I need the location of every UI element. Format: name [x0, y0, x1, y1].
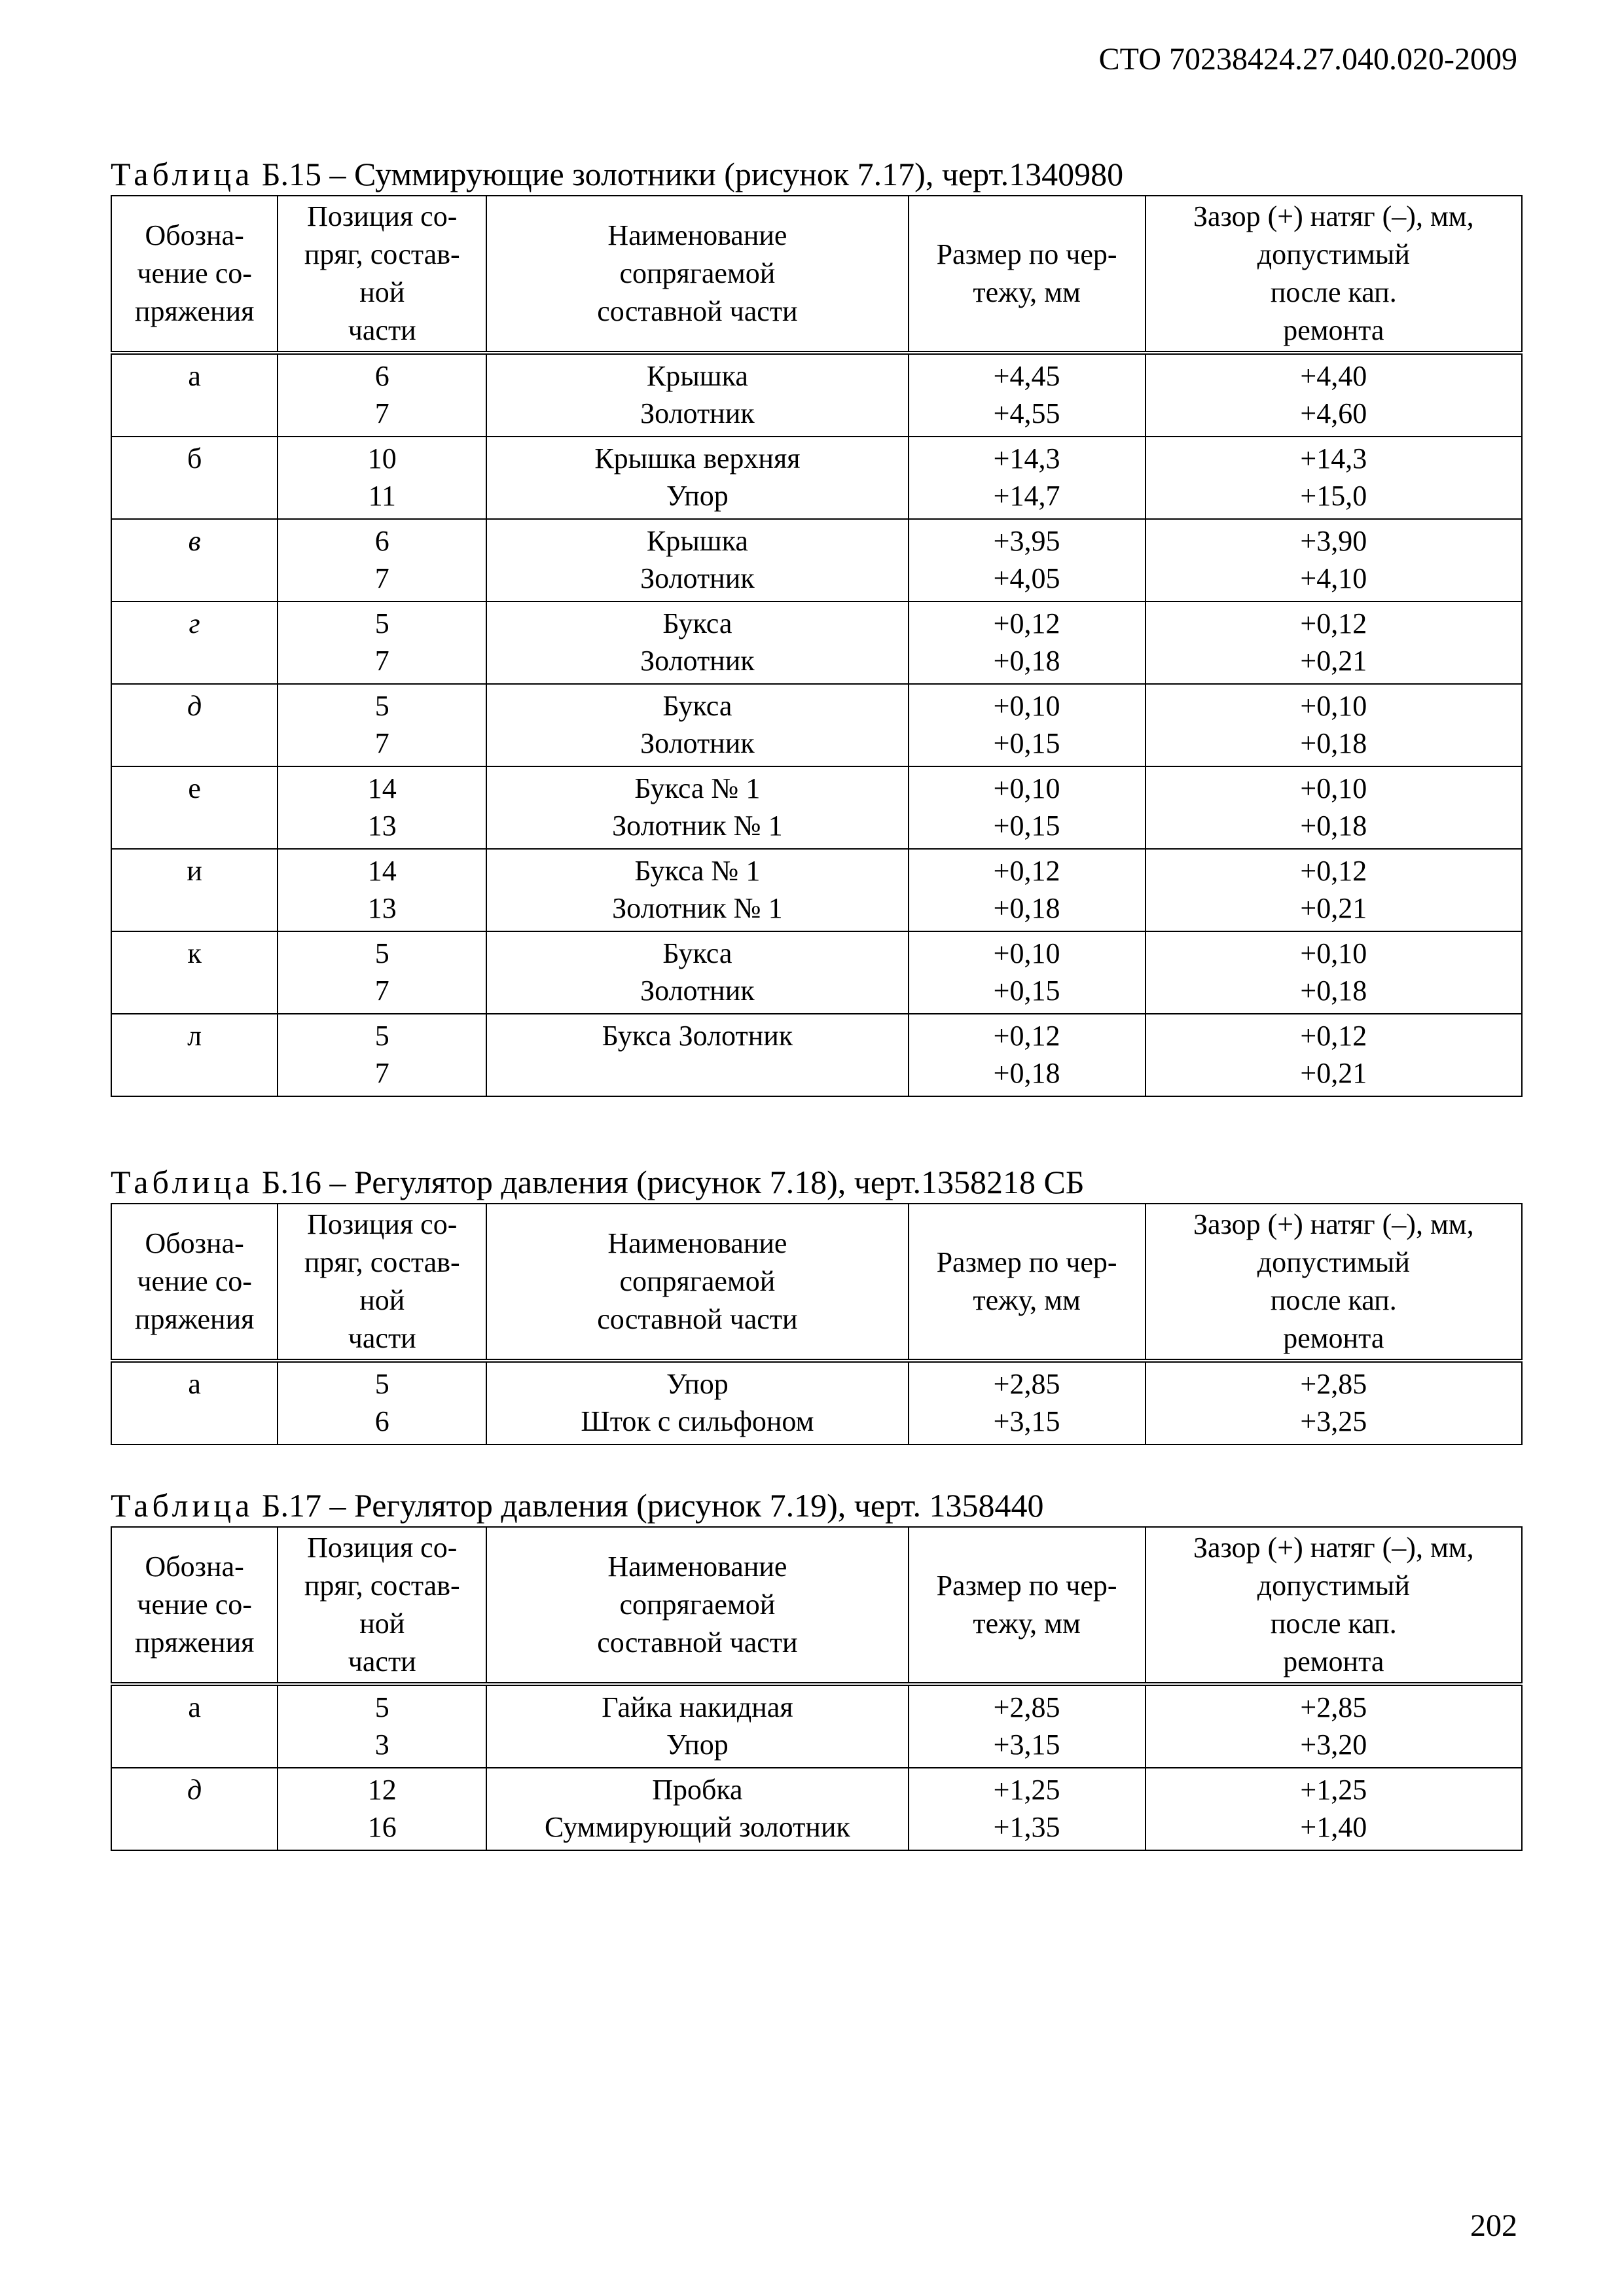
table-body — [111, 1361, 1522, 1444]
cell-drawing-size-line: +0,12 — [993, 855, 1060, 887]
cell-drawing-size-line: +0,12 — [993, 607, 1060, 639]
cell-position-line: 5 — [374, 607, 389, 639]
table-b17 — [111, 1526, 1523, 1851]
cell-drawing-size-line: +0,15 — [993, 727, 1060, 759]
cell-designation: д — [111, 1768, 278, 1850]
cell-clearance-line: +0,10 — [1300, 772, 1367, 804]
cell-position-line: 3 — [374, 1729, 389, 1761]
cell-position — [278, 931, 486, 1014]
cell-drawing-size-line: +0,15 — [993, 810, 1060, 842]
cell-clearance — [1146, 1768, 1522, 1850]
cell-part-name — [486, 1014, 908, 1096]
col-header-position: Позиция со- пряг, состав- ной части — [278, 196, 486, 353]
cell-part-name-line: Шток с сильфоном — [581, 1405, 814, 1437]
cell-drawing-size-line: +3,15 — [993, 1405, 1060, 1437]
header-row — [111, 196, 1522, 353]
cell-part-name — [486, 931, 908, 1014]
cell-drawing-size — [909, 1361, 1146, 1444]
cell-designation: г — [111, 601, 278, 684]
table-body — [111, 1684, 1522, 1850]
cell-position-line: 7 — [374, 397, 389, 429]
col-header-clearance: Зазор (+) натяг (–), мм, допустимый после кап. ремонта — [1146, 196, 1522, 353]
table-row — [111, 1768, 1522, 1850]
cell-drawing-size — [909, 519, 1146, 601]
col-header-name: Наименование сопрягаемой составной части — [486, 1527, 908, 1684]
cell-drawing-size-line: +3,15 — [993, 1729, 1060, 1761]
cell-part-name-line: Букса — [662, 937, 732, 969]
cell-part-name-line: Упор — [666, 480, 729, 512]
cell-part-name-line: Букса Золотник — [602, 1020, 793, 1052]
cell-position-line: 5 — [374, 1020, 389, 1052]
cell-clearance-line: +0,18 — [1300, 810, 1367, 842]
cell-part-name — [486, 601, 908, 684]
col-header-designation: Обозна- чение со- пряжения — [111, 196, 278, 353]
cell-part-name — [486, 1684, 908, 1768]
cell-drawing-size — [909, 353, 1146, 437]
cell-position-line: 7 — [374, 727, 389, 759]
page-number: 202 — [1470, 2208, 1517, 2243]
cell-drawing-size-line: +0,18 — [993, 1057, 1060, 1089]
cell-clearance-line: +1,25 — [1300, 1774, 1367, 1806]
caption-text: Б.15 – Суммирующие золотники (рисунок 7.17), черт.1340980 — [253, 156, 1124, 192]
cell-clearance — [1146, 849, 1522, 931]
cell-designation: в — [111, 519, 278, 601]
table-row — [111, 519, 1522, 601]
cell-drawing-size-line: +2,85 — [993, 1368, 1060, 1400]
cell-clearance — [1146, 931, 1522, 1014]
table-caption — [111, 1486, 1523, 1526]
cell-drawing-size — [909, 849, 1146, 931]
cell-clearance-line: +4,40 — [1300, 360, 1367, 392]
cell-drawing-size-line: +4,05 — [993, 562, 1060, 594]
cell-drawing-size-line: +0,12 — [993, 1020, 1060, 1052]
table-caption — [111, 154, 1523, 195]
cell-clearance-line: +4,10 — [1300, 562, 1367, 594]
cell-clearance-line: +2,85 — [1300, 1368, 1367, 1400]
cell-drawing-size-line: +14,7 — [993, 480, 1060, 512]
cell-position-line: 13 — [367, 892, 397, 924]
cell-part-name-line: Суммирующий золотник — [544, 1811, 850, 1843]
table-row — [111, 601, 1522, 684]
cell-clearance — [1146, 519, 1522, 601]
col-header-clearance: Зазор (+) натяг (–), мм, допустимый после кап. ремонта — [1146, 1204, 1522, 1361]
cell-drawing-size-line: +4,55 — [993, 397, 1060, 429]
cell-part-name-line: Золотник — [640, 397, 755, 429]
cell-part-name-line: Упор — [666, 1729, 729, 1761]
cell-part-name — [486, 1768, 908, 1850]
col-header-clearance: Зазор (+) натяг (–), мм, допустимый после кап. ремонта — [1146, 1527, 1522, 1684]
cell-drawing-size-line: +14,3 — [993, 442, 1060, 475]
table-row — [111, 1684, 1522, 1768]
cell-position-line: 6 — [374, 1405, 389, 1437]
table-b17-block — [111, 1486, 1523, 1851]
cell-part-name-line: Золотник — [640, 645, 755, 677]
cell-part-name-line: Золотник № 1 — [612, 810, 783, 842]
cell-position — [278, 1361, 486, 1444]
cell-part-name-line: Золотник № 1 — [612, 892, 783, 924]
cell-designation: а — [111, 1361, 278, 1444]
cell-position — [278, 684, 486, 766]
cell-clearance — [1146, 1684, 1522, 1768]
col-header-designation: Обозна- чение со- пряжения — [111, 1204, 278, 1361]
cell-part-name-line: Пробка — [652, 1774, 743, 1806]
table-row — [111, 437, 1522, 519]
cell-drawing-size-line: +0,15 — [993, 975, 1060, 1007]
cell-clearance-line: +3,90 — [1300, 525, 1367, 557]
cell-drawing-size — [909, 931, 1146, 1014]
header-row — [111, 1527, 1522, 1684]
cell-position-line: 7 — [374, 975, 389, 1007]
cell-drawing-size-line: +0,18 — [993, 645, 1060, 677]
caption-prefix: Таблица — [111, 156, 254, 192]
table-b16-block — [111, 1162, 1523, 1445]
cell-clearance-line: +0,12 — [1300, 1020, 1367, 1052]
cell-designation: д — [111, 684, 278, 766]
cell-part-name-line: Гайка накидная — [602, 1691, 793, 1723]
cell-part-name — [486, 849, 908, 931]
cell-clearance-line: +14,3 — [1300, 442, 1367, 475]
cell-clearance-line: +0,21 — [1300, 645, 1367, 677]
cell-position-line: 10 — [367, 442, 397, 475]
cell-clearance-line: +0,18 — [1300, 975, 1367, 1007]
cell-part-name-line: Золотник — [640, 562, 755, 594]
col-header-position: Позиция со- пряг, состав- ной части — [278, 1527, 486, 1684]
cell-drawing-size — [909, 684, 1146, 766]
table-row — [111, 931, 1522, 1014]
cell-position-line: 7 — [374, 645, 389, 677]
col-header-position: Позиция со- пряг, состав- ной части — [278, 1204, 486, 1361]
cell-drawing-size-line: +4,45 — [993, 360, 1060, 392]
cell-part-name-line: Крышка — [646, 525, 748, 557]
cell-drawing-size-line: +0,10 — [993, 772, 1060, 804]
cell-clearance-line: +15,0 — [1300, 480, 1367, 512]
cell-position-line: 13 — [367, 810, 397, 842]
cell-position-line: 7 — [374, 562, 389, 594]
cell-position-line: 16 — [367, 1811, 397, 1843]
cell-part-name-line: Золотник — [640, 975, 755, 1007]
cell-position-line: 12 — [367, 1774, 397, 1806]
cell-clearance-line: +3,20 — [1300, 1729, 1367, 1761]
cell-position-line: 5 — [374, 690, 389, 722]
cell-part-name-line: Букса № 1 — [634, 855, 761, 887]
cell-position-line: 5 — [374, 1691, 389, 1723]
cell-position — [278, 849, 486, 931]
cell-position — [278, 519, 486, 601]
cell-drawing-size-line: +3,95 — [993, 525, 1060, 557]
cell-designation: и — [111, 849, 278, 931]
table-row — [111, 353, 1522, 437]
table-row — [111, 1361, 1522, 1444]
caption-text: Б.16 – Регулятор давления (рисунок 7.18), черт.1358218 СБ — [253, 1164, 1085, 1200]
cell-clearance-line: +0,18 — [1300, 727, 1367, 759]
table-b15 — [111, 195, 1523, 1097]
cell-part-name-line: Букса — [662, 607, 732, 639]
cell-clearance — [1146, 766, 1522, 849]
cell-position — [278, 437, 486, 519]
cell-position — [278, 353, 486, 437]
cell-drawing-size — [909, 601, 1146, 684]
cell-position-line: 5 — [374, 937, 389, 969]
cell-part-name-line — [491, 1054, 903, 1092]
cell-drawing-size-line: +0,10 — [993, 937, 1060, 969]
cell-clearance-line: +0,10 — [1300, 690, 1367, 722]
cell-clearance — [1146, 601, 1522, 684]
table-b15-block — [111, 154, 1523, 1097]
cell-position-line: 6 — [374, 360, 389, 392]
cell-part-name — [486, 1361, 908, 1444]
cell-position-line: 7 — [374, 1057, 389, 1089]
cell-clearance-line: +4,60 — [1300, 397, 1367, 429]
cell-position-line: 14 — [367, 855, 397, 887]
cell-drawing-size — [909, 437, 1146, 519]
cell-position-line: 5 — [374, 1368, 389, 1400]
cell-position — [278, 1768, 486, 1850]
cell-clearance-line: +1,40 — [1300, 1811, 1367, 1843]
table-row — [111, 766, 1522, 849]
cell-part-name-line: Букса — [662, 690, 732, 722]
col-header-drawing-size: Размер по чер- тежу, мм — [909, 1527, 1146, 1684]
cell-part-name-line: Упор — [666, 1368, 729, 1400]
table-b16 — [111, 1203, 1523, 1445]
table-body — [111, 353, 1522, 1096]
header-row — [111, 1204, 1522, 1361]
cell-part-name-line: Крышка верхняя — [594, 442, 801, 475]
cell-part-name — [486, 353, 908, 437]
col-header-name: Наименование сопрягаемой составной части — [486, 1204, 908, 1361]
cell-part-name — [486, 766, 908, 849]
cell-designation: а — [111, 353, 278, 437]
cell-drawing-size-line: +0,10 — [993, 690, 1060, 722]
cell-clearance-line: +0,21 — [1300, 892, 1367, 924]
table-row — [111, 1014, 1522, 1096]
table-row — [111, 849, 1522, 931]
cell-designation: а — [111, 1684, 278, 1768]
cell-designation: е — [111, 766, 278, 849]
cell-drawing-size — [909, 1014, 1146, 1096]
cell-clearance — [1146, 1361, 1522, 1444]
table-row — [111, 684, 1522, 766]
cell-drawing-size-line: +2,85 — [993, 1691, 1060, 1723]
caption-text: Б.17 – Регулятор давления (рисунок 7.19), черт. 1358440 — [253, 1487, 1044, 1524]
cell-position — [278, 1014, 486, 1096]
cell-clearance — [1146, 437, 1522, 519]
cell-part-name — [486, 437, 908, 519]
cell-position-line: 11 — [368, 480, 396, 512]
cell-position — [278, 766, 486, 849]
cell-designation: к — [111, 931, 278, 1014]
cell-clearance — [1146, 684, 1522, 766]
cell-designation: б — [111, 437, 278, 519]
cell-part-name — [486, 519, 908, 601]
cell-clearance — [1146, 1014, 1522, 1096]
cell-part-name-line: Золотник — [640, 727, 755, 759]
cell-part-name-line: Крышка — [646, 360, 748, 392]
col-header-name: Наименование сопрягаемой составной части — [486, 196, 908, 353]
cell-part-name-line: Букса № 1 — [634, 772, 761, 804]
col-header-designation: Обозна- чение со- пряжения — [111, 1527, 278, 1684]
cell-part-name — [486, 684, 908, 766]
cell-designation: л — [111, 1014, 278, 1096]
cell-drawing-size-line: +1,35 — [993, 1811, 1060, 1843]
cell-drawing-size — [909, 1684, 1146, 1768]
caption-prefix: Таблица — [111, 1164, 254, 1200]
cell-position-line: 14 — [367, 772, 397, 804]
cell-clearance — [1146, 353, 1522, 437]
cell-drawing-size — [909, 766, 1146, 849]
cell-clearance-line: +3,25 — [1300, 1405, 1367, 1437]
table-caption — [111, 1162, 1523, 1203]
cell-drawing-size — [909, 1768, 1146, 1850]
cell-clearance-line: +2,85 — [1300, 1691, 1367, 1723]
document-code: СТО 70238424.27.040.020-2009 — [1098, 42, 1517, 77]
caption-prefix: Таблица — [111, 1487, 254, 1524]
col-header-drawing-size: Размер по чер- тежу, мм — [909, 1204, 1146, 1361]
cell-position — [278, 1684, 486, 1768]
cell-clearance-line: +0,10 — [1300, 937, 1367, 969]
cell-position — [278, 601, 486, 684]
cell-drawing-size-line: +1,25 — [993, 1774, 1060, 1806]
cell-clearance-line: +0,12 — [1300, 855, 1367, 887]
cell-drawing-size-line: +0,18 — [993, 892, 1060, 924]
cell-clearance-line: +0,12 — [1300, 607, 1367, 639]
cell-position-line: 6 — [374, 525, 389, 557]
cell-clearance-line: +0,21 — [1300, 1057, 1367, 1089]
col-header-drawing-size: Размер по чер- тежу, мм — [909, 196, 1146, 353]
